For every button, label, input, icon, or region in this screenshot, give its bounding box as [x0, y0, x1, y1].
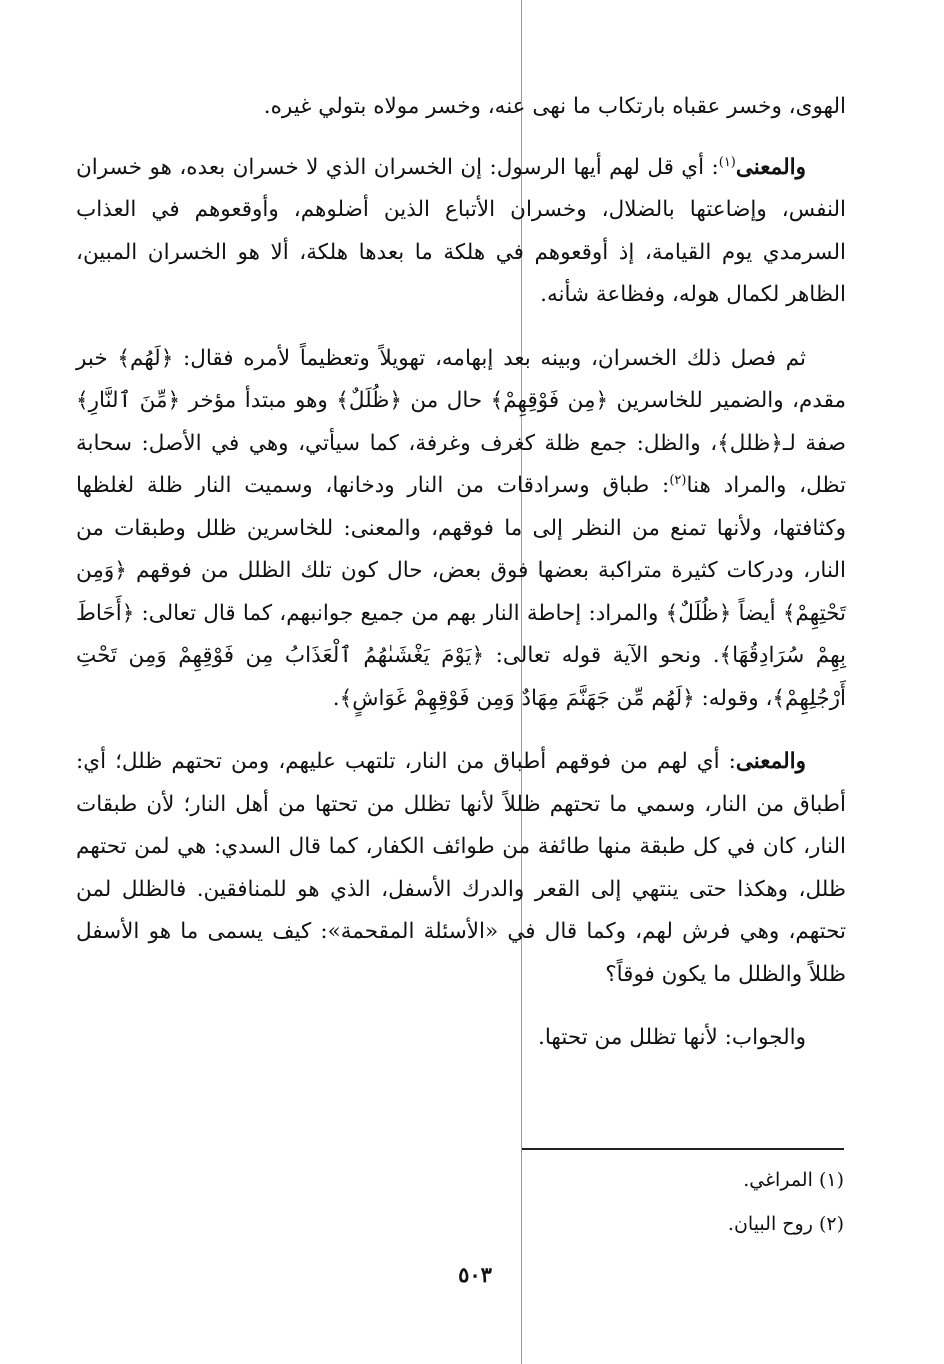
paragraph-4-text: : أي لهم من فوقهم أطباق من النار، تلتهب عليهم، ومن تحتهم ظلل؛ أي: أطباق من النار، وسمي ما تحتهم ظللاً لأنها تظلل من تحتها من أهل النار؛ لأن طبقات النار، كان في كل طبقة منها طائفة من طوائف الكفار، كما قال السدي: هي لمن تحتهم ظلل، وهكذا حتى ينتهي إلى القعر والدرك الأسفل، الذي هو للمنافقين. فالظلل لمن تحتهم، وهي فرش لهم، وكما قال في «الأسئلة المقحمة»: كيف يسمى ما هو الأسفل ظللاً والظلل ما يكون فوقاً؟	[76, 749, 846, 987]
footnote-ref-1[interactable]: (١)	[718, 154, 736, 170]
paragraph-2-lead: والمعنى	[735, 154, 806, 180]
paragraph-3	[76, 338, 846, 721]
page-body	[76, 86, 846, 1081]
footnote-separator	[522, 1148, 844, 1150]
paragraph-1	[76, 86, 846, 129]
paragraph-3-text: : طباق وسرادقات من النار ودخانها، وسميت النار ظلة لغلظها وكثافتها، ولأنها تمنع من النظر إلى ما فوقهم، والمعنى: للخاسرين ظلل وطبقات من النار، ودركات كثيرة متراكبة بعضها فوق بعض، حال كون تلك الظلل من فوقهم ﴿وَمِن تَحْتِهِمْ﴾ أيضاً ﴿ظُلَلٌ﴾ والمراد: إحاطة النار بهم من جميع جوانبهم، كما قال تعالى: ﴿أَحَاطَ بِهِمْ سُرَادِقُهَا﴾. ونحو الآية قوله تعالى: ﴿يَوْمَ يَغْشَىٰهُمُ ٱلْعَذَابُ مِن فَوْقِهِمْ وَمِن تَحْتِ أَرْجُلِهِمْ﴾، وقوله: ﴿لَهُم مِّن جَهَنَّمَ مِهَادٌ وَمِن فَوْقِهِمْ غَوَاشٍ﴾.	[76, 473, 846, 711]
paragraph-2	[76, 147, 846, 317]
footnote-1-text: المراغي.	[743, 1169, 813, 1191]
footnote-2-number: (٢)	[818, 1213, 844, 1235]
paragraph-5	[76, 1017, 846, 1060]
paragraph-3-text-before: ثم فصل ذلك الخسران، وبينه بعد إبهامه، تهويلاً وتعظيماً لأمره فقال: ﴿لَهُم﴾ خبر مقدم، والضمير للخاسرين ﴿مِن فَوْقِهِمْ﴾ حال من ﴿ظُلَلٌ﴾ وهو مبتدأ مؤخر ﴿مِّنَ ٱلنَّارِ﴾ صفة لـ﴿ظلل﴾، والظل: جمع ظلة كغرف وغرفة، كما سيأتي، وهي في الأصل: سحابة تظل، والمراد هنا	[76, 345, 846, 498]
paragraph-4	[76, 741, 846, 996]
footnote-2-text: روح البيان.	[727, 1213, 813, 1235]
page-number: ٥٠٣	[458, 1262, 492, 1287]
footnote-1-number: (١)	[818, 1169, 844, 1191]
footnote-ref-2[interactable]: (٢)	[669, 472, 687, 488]
paragraph-5-text: والجواب: لأنها تظلل من تحتها.	[538, 1025, 806, 1050]
footnotes	[440, 1158, 844, 1246]
footnote-1	[440, 1158, 844, 1202]
paragraph-4-lead: والمعنى	[735, 749, 806, 774]
footnote-2	[440, 1202, 844, 1246]
paragraph-1-text: الهوى، وخسر عقباه بارتكاب ما نهى عنه، وخسر مولاه بتولي غيره.	[263, 94, 846, 119]
paragraph-2-text: : أي قل لهم أيها الرسول: إن الخسران الذي لا خسران بعده، هو خسران النفس، وإضاعتها بالضلال، وخسران الأتباع الذين أضلوهم، وأوقعوهم في العذاب السرمدي يوم القيامة، إذ أوقعوهم في هلكة ما بعدها هلكة، ألا هو الخسران المبين، الظاهر لكمال هوله، وفظاعة شأنه.	[76, 154, 846, 307]
